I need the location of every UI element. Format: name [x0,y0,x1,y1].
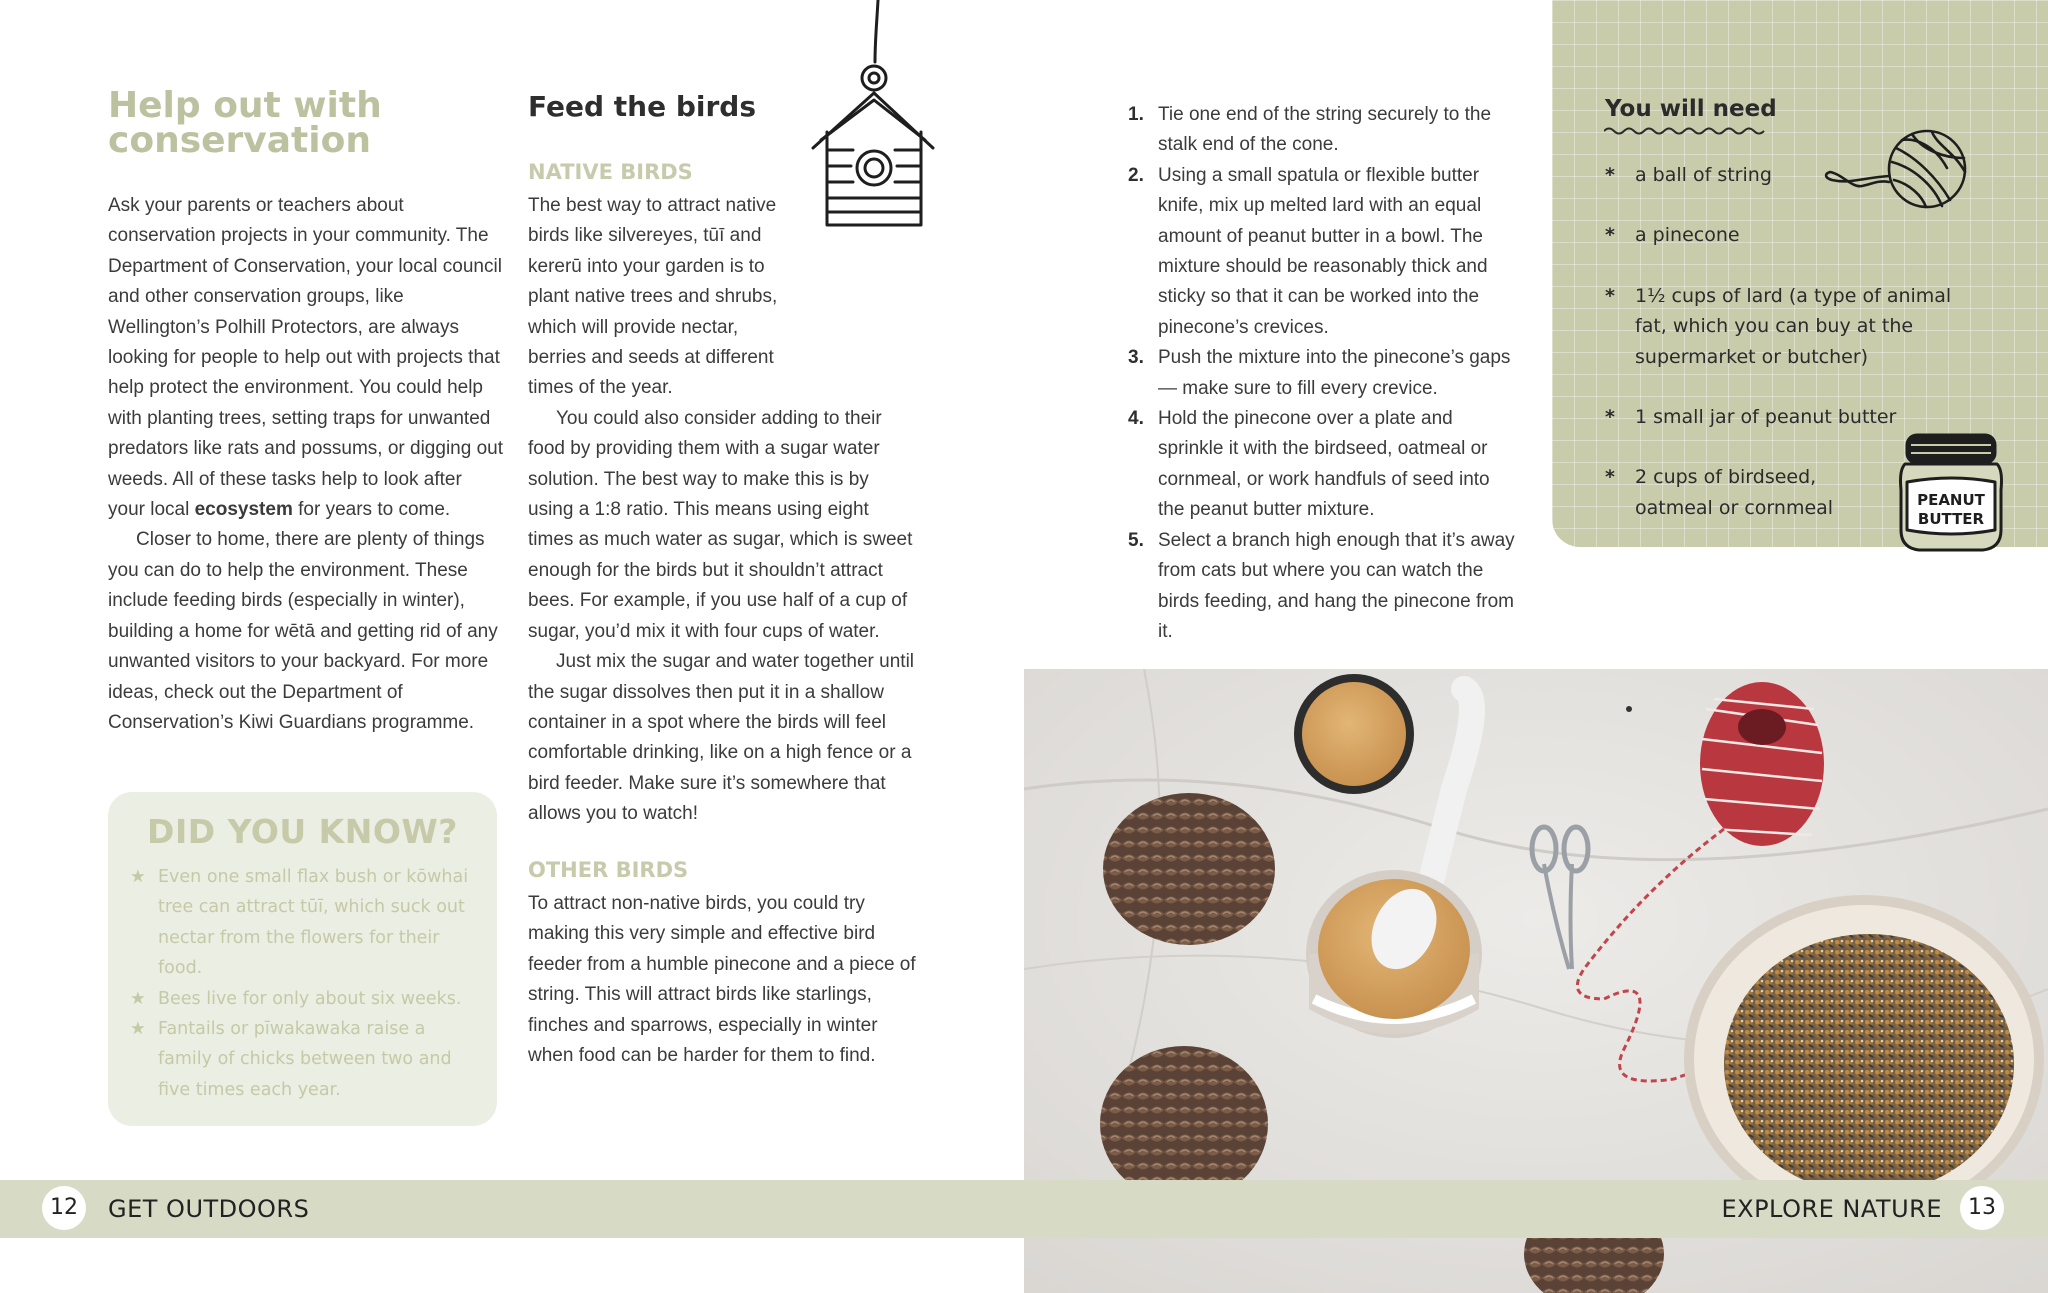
jar-label-line2: BUTTER [1917,510,1985,528]
conservation-body [108,191,503,738]
native-paragraph-2: You could also consider adding to their food by providing them with a sugar water solution. The best way to make this is by using a 1:8 ratio. This means using eight times as much water as sugar, which is sweet enough for the birds but it shouldn’t attract bees. For example, if you use half of a cup of sugar, you’d mix it with four cups of water. [528,407,913,642]
conservation-paragraph-1: Ask your parents or teachers about conservation projects in your community. The Department of Conservation, your local council and other conservation groups, like Wellington’s Polhill Protectors, are always looking for people to help out with projects that help protect the environment. You could help with planting trees, setting traps for unwanted predators like rats and possums, or digging out weeds. All of these tasks help to look after your local ecosystem for years to come. [108,195,503,521]
right-section-label: EXPLORE NATURE [1721,1195,1942,1223]
did-you-know-box [108,792,497,1126]
left-page-number: 12 [42,1186,86,1230]
star-bullet-icon: ★ [130,867,146,887]
left-section-label: GET OUTDOORS [108,1195,310,1223]
material-item: * 1½ cups of lard (a type of animal fat, which you can buy at the supermarket or butcher) [1605,284,1952,368]
material-item: * a ball of string [1605,164,1772,186]
right-page-number: 13 [1960,1186,2004,1230]
step-item: 1. Tie one end of the string securely to the stalk end of the cone. [1128,104,1492,156]
native-paragraph-3: Just mix the sugar and water together until the sugar dissolves then put it in a shallow container in a spot where the birds will feel comfortable drinking, like on a high fence or a bird feeder. Make sure it’s somewhere that allows you to watch! [528,651,915,825]
underline-squiggle [1604,126,1766,136]
ecosystem-term: ecosystem [194,499,293,521]
star-bullet-icon: ★ [130,1019,146,1040]
step-item: 2. Using a small spatula or flexible butter knife, mix up melted lard with an equal amount of peanut butter in a bowl. The mixture should be reasonably thick and sticky so that it can be worked into the pinecone’s crevices. [1128,164,1488,338]
other-paragraph: To attract non-native birds, you could try making this very simple and effective bird feeder from a humble pinecone and a piece of string. This will attract birds like starlings, finches and sparrows, especially in winter when food can be harder for them to find. [528,893,916,1067]
fact-item: ★ Even one small flax bush or kōwhai tree can attract tūī, which suck out nectar from the flowers for their food. [124,862,484,984]
instruction-steps [1128,100,1518,647]
fact-item: ★ Bees live for only about six weeks. [124,984,484,1014]
native-birds-body [528,191,918,830]
other-birds-subheading: OTHER BIRDS [528,858,689,882]
footer-band [0,1180,2048,1238]
star-bullet-icon: ★ [130,988,146,1009]
did-you-know-list [124,862,484,1105]
fact-item: ★ Fantails or pīwakawaka raise a family of chicks between two and five times each year. [124,1014,484,1105]
material-item: * a pinecone [1605,224,1740,247]
you-will-need-heading: You will need [1605,96,1777,122]
native-birds-subheading: NATIVE BIRDS [528,160,693,184]
material-item: * 2 cups of birdseed, oatmeal or cornmeal [1605,466,1834,519]
conservation-paragraph-2: Closer to home, there are plenty of things you can do to help the environment. These include feeding birds (especially in winter), building a home for wētā and getting rid of any unwanted visitors to your backyard. For more ideas, check out the Department of Conservation’s Kiwi Guardians programme. [108,529,498,733]
feed-birds-heading: Feed the birds [528,90,756,123]
other-birds-body [528,889,918,1071]
step-item: 5. Select a branch high enough that it’s away from cats but where you can watch the birds feeding, and hang the pinecone from it. [1128,529,1515,642]
step-item: 4. Hold the pinecone over a plate and sprinkle it with the birdseed, oatmeal or cornmeal, or work handfuls of seed into the peanut butter mixture. [1128,408,1490,521]
jar-label-line1: PEANUT [1917,491,1985,509]
peanut-butter-jar-icon [1897,430,2007,555]
conservation-heading: Help out with conservation [108,85,382,161]
you-will-need-panel [1552,0,2048,547]
native-paragraph-1: The best way to attract native birds like silvereyes, tūī and kererū into your garden is to plant native trees and shrubs, which will provide nectar, berries and seeds at different times of the year. [528,195,778,399]
yarn-ball-icon [1822,128,1972,210]
step-item: 3. Push the mixture into the pinecone’s gaps — make sure to fill every crevice. [1128,347,1511,399]
did-you-know-heading: DID YOU KNOW? [147,812,458,851]
material-item: * 1 small jar of peanut butter [1605,406,1897,429]
